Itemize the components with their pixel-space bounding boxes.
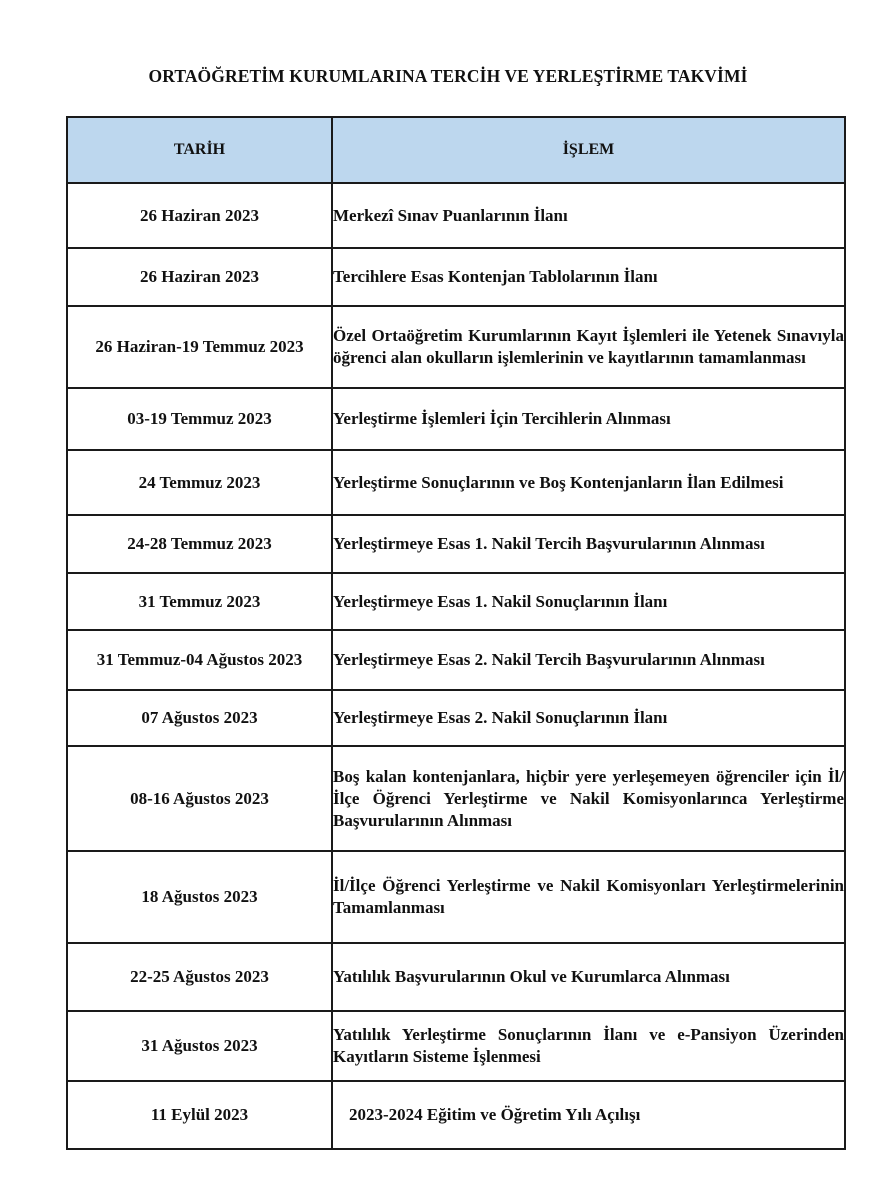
table-row [67, 630, 845, 690]
row-date: 07 Ağustos 2023 [67, 690, 332, 746]
table-row [67, 943, 845, 1011]
table-row [67, 248, 845, 306]
table-row [67, 306, 845, 388]
row-date: 24 Temmuz 2023 [67, 450, 332, 515]
row-date: 26 Haziran-19 Temmuz 2023 [67, 306, 332, 388]
header-operation: İŞLEM [332, 117, 845, 183]
row-date: 03-19 Temmuz 2023 [67, 388, 332, 450]
table-row [67, 183, 845, 248]
row-date: 11 Eylül 2023 [67, 1081, 332, 1149]
table-row [67, 1081, 845, 1149]
table-row [67, 851, 845, 943]
row-operation: Yerleştirmeye Esas 1. Nakil Tercih Başvurularının Alınması [332, 515, 845, 573]
row-date: 24-28 Temmuz 2023 [67, 515, 332, 573]
row-operation: Yerleştirmeye Esas 1. Nakil Sonuçlarının İlanı [332, 573, 845, 630]
row-date: 31 Temmuz 2023 [67, 573, 332, 630]
row-operation: Tercihlere Esas Kontenjan Tablolarının İlanı [332, 248, 845, 306]
row-operation: Yatılılık Yerleştirme Sonuçlarının İlanı ve e-Pansiyon Üzerinden Kayıtların Sisteme İşlenmesi [332, 1011, 845, 1081]
table-row [67, 690, 845, 746]
row-operation: Yerleştirmeye Esas 2. Nakil Tercih Başvurularının Alınması [332, 630, 845, 690]
schedule-table [66, 116, 846, 1150]
table-row [67, 388, 845, 450]
header-date: TARİH [67, 117, 332, 183]
table-row [67, 746, 845, 851]
row-date: 26 Haziran 2023 [67, 248, 332, 306]
row-operation: 2023-2024 Eğitim ve Öğretim Yılı Açılışı [332, 1081, 845, 1149]
row-date: 22-25 Ağustos 2023 [67, 943, 332, 1011]
row-operation: Yerleştirme İşlemleri İçin Tercihlerin Alınması [332, 388, 845, 450]
row-operation: Yerleştirme Sonuçlarının ve Boş Kontenjanların İlan Edilmesi [332, 450, 845, 515]
row-operation: Boş kalan kontenjanlara, hiçbir yere yerleşemeyen öğrenciler için İl/İlçe Öğrenci Yerleştirme ve Nakil Komisyonlarınca Yerleştirme Başvurularının Alınması [332, 746, 845, 851]
row-date: 31 Temmuz-04 Ağustos 2023 [67, 630, 332, 690]
table-row [67, 515, 845, 573]
header-row [67, 117, 845, 183]
table-row [67, 573, 845, 630]
row-operation: Özel Ortaöğretim Kurumlarının Kayıt İşlemleri ile Yetenek Sınavıyla öğrenci alan okulların işlemlerinin ve kayıtlarının tamamlanması [332, 306, 845, 388]
row-operation: Yatılılık Başvurularının Okul ve Kurumlarca Alınması [332, 943, 845, 1011]
row-operation: Yerleştirmeye Esas 2. Nakil Sonuçlarının İlanı [332, 690, 845, 746]
page-title: ORTAÖĞRETİM KURUMLARINA TERCİH VE YERLEŞTİRME TAKVİMİ [148, 66, 748, 86]
row-date: 18 Ağustos 2023 [67, 851, 332, 943]
row-date: 26 Haziran 2023 [67, 183, 332, 248]
row-date: 08-16 Ağustos 2023 [67, 746, 332, 851]
row-operation: Merkezî Sınav Puanlarının İlanı [332, 183, 845, 248]
row-date: 31 Ağustos 2023 [67, 1011, 332, 1081]
row-operation: İl/İlçe Öğrenci Yerleştirme ve Nakil Komisyonları Yerleştirmelerinin Tamamlanması [332, 851, 845, 943]
table-row [67, 1011, 845, 1081]
table-row [67, 450, 845, 515]
